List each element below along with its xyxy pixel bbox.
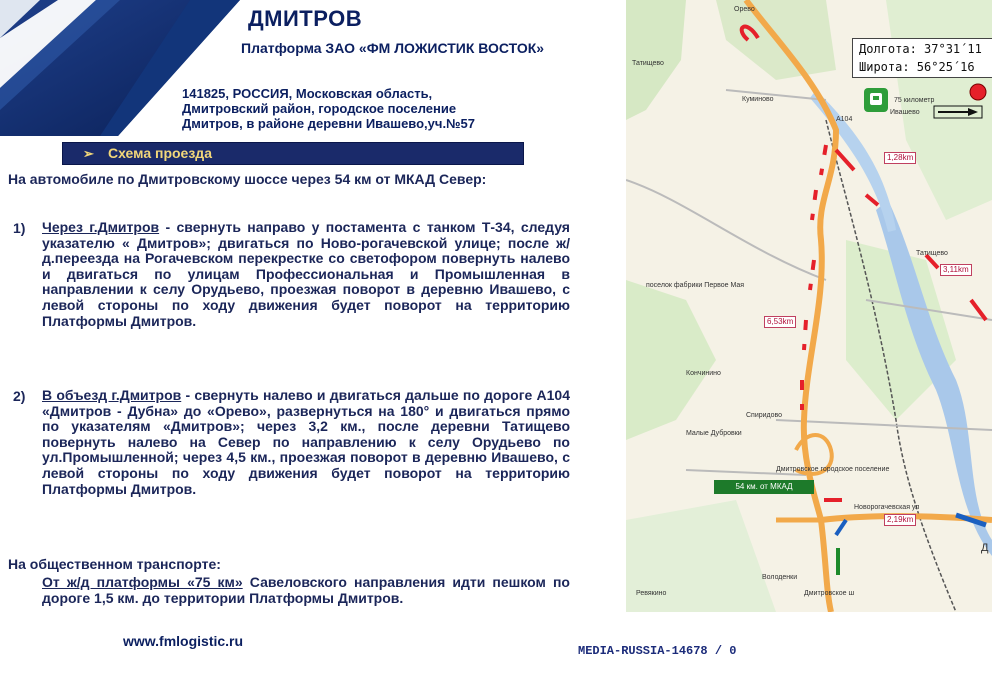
platform-name: Платформа ЗАО «ФМ ЛОЖИСТИК ВОСТОК»: [241, 40, 545, 56]
section-bar: [62, 142, 524, 165]
longitude: Долгота: 37°31´11: [859, 42, 982, 56]
distance-label: 3,11km: [940, 264, 972, 276]
map-label: Новорогачевская ул: [854, 504, 920, 511]
map-label: Кончинино: [686, 370, 721, 377]
transport-link: От ж/д платформы «75 км»: [42, 574, 243, 590]
map-label: Ревякино: [636, 590, 667, 597]
latitude: Широта: 56°25´16: [859, 60, 975, 74]
route-1-title: Через г.Дмитров: [42, 219, 160, 235]
route-2-title: В объезд г.Дмитров: [42, 387, 182, 403]
map-label: поселок фабрики Первое Мая: [646, 282, 745, 289]
coordinates-box: [852, 38, 992, 78]
route-number: 1): [13, 220, 26, 236]
address: [182, 86, 582, 131]
media-code: MEDIA-RUSSIA-14678 / 0: [578, 644, 737, 658]
distance-label: 1,28km: [884, 152, 916, 164]
arrow-bullet-icon: ➢: [83, 146, 94, 161]
map-label: Ивашево: [890, 109, 920, 116]
address-line: Дмитров, в районе деревни Ивашево,уч.№57: [182, 116, 476, 131]
route-2-text: - свернуть налево и двигаться дальше по дороге А104 «Дмитров - Дубна» до «Орево», развернуться на 180° и двигаться прямо по указателям «Дмитров»; через 3,2 км., после деревни Татищево повернуть налево на Север по направлению к селу Орудьево по ул.Промышленной; через 4,5 км., проезжая поворот в деревню Ивашево, с левой стороны по ходу движения будет поворот на территорию Платформы Дмитров.: [42, 387, 570, 497]
route-map[interactable]: [626, 0, 992, 612]
distance-label: 6,53km: [764, 316, 796, 328]
distance-label: 2,19km: [884, 514, 916, 526]
map-canvas: [626, 0, 992, 612]
address-line: Дмитровский район, городское поселение: [182, 101, 457, 116]
transport-text: [42, 575, 570, 606]
section-title: Схема проезда: [108, 145, 212, 161]
map-label: Д: [981, 542, 989, 554]
page-title: ДМИТРОВ: [248, 6, 363, 31]
map-label: Дмитровское ш: [804, 590, 855, 597]
map-label: Спиридово: [746, 412, 783, 419]
map-label: А104: [836, 116, 853, 123]
map-label: Орево: [734, 6, 755, 13]
map-label: Татищево: [916, 250, 948, 257]
transport-body: Савеловского направления идти пешком по дороге 1,5 км. до территории Платформы Дмитров.: [42, 574, 570, 606]
map-label: 75 километр: [894, 97, 935, 104]
address-line: 141825, РОССИЯ, Московская область,: [182, 86, 433, 101]
intro-car: На автомобиле по Дмитровскому шоссе через 54 км от МКАД Север:: [8, 171, 487, 187]
map-label: Татищево: [632, 60, 664, 67]
route-1-text: - свернуть направо у постамента с танком Т-34, следуя указателю « Дмитров»; двигаться по Ново-рогачевской улице; после ж/д.переезда на Рогачевском перекрестке со светофором повернуть налево и двигаться по улицам Профессиональная и Промышленная в направлении к селу Орудьево, проезжая поворот в деревню Ивашево, с левой стороны по ходу движения будет поворот на территорию Платформы Дмитров.: [42, 219, 570, 329]
map-label: Малые Дубровки: [686, 430, 742, 437]
mkad-sign: 54 км. от МКАД: [714, 480, 814, 494]
website-link[interactable]: www.fmlogistic.ru: [123, 633, 244, 649]
route-number: 2): [13, 388, 26, 404]
map-label: Куминово: [742, 96, 774, 103]
map-label: Дмитровское городское поселение: [776, 466, 890, 473]
route-2: [42, 388, 570, 497]
route-1: [42, 220, 570, 329]
transport-heading: На общественном транспорте:: [8, 556, 221, 572]
map-label: Володенки: [762, 574, 798, 581]
